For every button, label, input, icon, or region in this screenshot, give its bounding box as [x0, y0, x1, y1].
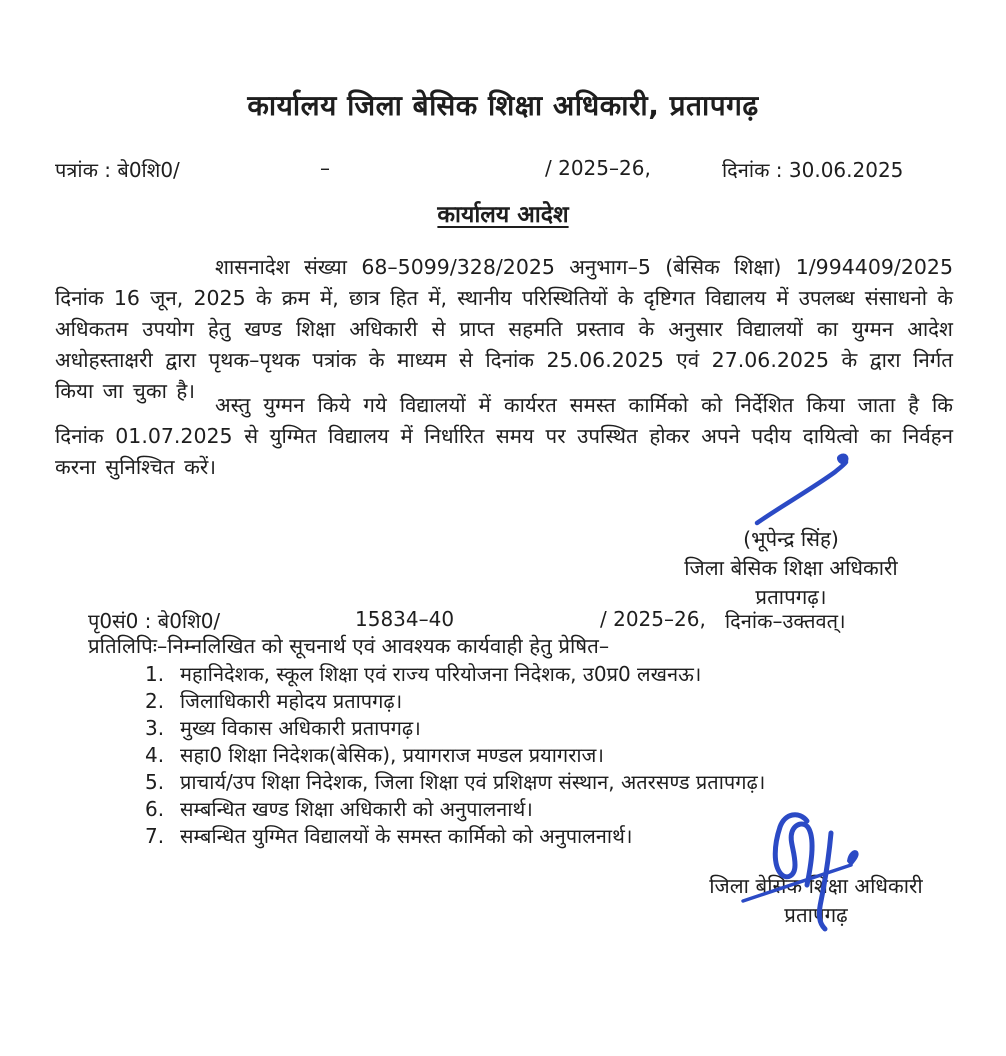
order-heading: कार्यालय आदेश	[437, 202, 569, 228]
list-item-number: 3.	[145, 716, 165, 740]
reference-number: 15834–40	[355, 607, 455, 631]
signature-stroke-top	[745, 450, 865, 535]
reference-date: दिनांक–उक्तवत्।	[725, 609, 846, 633]
list-item-text: सम्बन्धित खण्ड शिक्षा अधिकारी को अनुपालनार्थ।	[180, 797, 533, 821]
list-item-number: 5.	[145, 770, 165, 794]
letter-number-label: पत्रांक : बे0शि0/	[55, 158, 180, 182]
list-item-number: 6.	[145, 797, 165, 821]
signatory-designation: जिला बेसिक शिक्षा अधिकारी	[709, 874, 923, 898]
list-item-text: प्राचार्य/उप शिक्षा निदेशक, जिला शिक्षा एवं प्रशिक्षण संस्थान, अतरसण्ड प्रतापगढ़।	[180, 770, 766, 794]
letter-date: दिनांक : 30.06.2025	[722, 158, 904, 182]
list-item-text: महानिदेशक, स्कूल शिक्षा एवं राज्य परियोजना निदेशक, उ0प्र0 लखनऊ।	[180, 662, 702, 686]
signatory-designation: जिला बेसिक शिक्षा अधिकारी	[684, 556, 898, 580]
signature-stroke-bottom	[735, 803, 880, 938]
signatory-name: (भूपेन्द्र सिंह)	[743, 527, 839, 551]
list-item-text: सम्बन्धित युग्मित विद्यालयों के समस्त कार्मिको को अनुपालनार्थ।	[180, 824, 633, 848]
copies-heading: प्रतिलिपिः–निम्नलिखित को सूचनार्थ एवं आवश्यक कार्यवाही हेतु प्रेषित–	[88, 634, 610, 658]
signatory-place: प्रतापगढ़।	[755, 585, 827, 609]
reference-number-line	[0, 607, 1006, 633]
reference-year: / 2025–26,	[600, 607, 706, 631]
list-item	[145, 688, 965, 715]
letter-number-blank-dash: –	[320, 156, 330, 180]
list-item-text: सहा0 शिक्षा निदेशक(बेसिक), प्रयागराज मण्डल प्रयागराज।	[180, 743, 604, 767]
list-item-number: 7.	[145, 824, 165, 848]
letter-number-line	[0, 156, 1006, 182]
order-paragraph-2: अस्तु युग्मन किये गये विद्यालयों में कार्यरत समस्त कार्मिको को निर्देशित किया जाता है कि दिनांक 01.07.2025 से युग्मित विद्यालय में निर्धारित समय पर उपस्थित होकर अपने पदीय दायित्वो का निर्वहन करना सुनिश्चित करें।	[55, 393, 953, 479]
order-paragraph-1: शासनादेश संख्या 68–5099/328/2025 अनुभाग–5 (बेसिक शिक्षा) 1/994409/2025 दिनांक 16 जून, 2025 के क्रम में, छात्र हित में, स्थानीय परिस्थितियों के दृष्टिगत विद्यालय में उपलब्ध संसाधनो के अधिकतम उपयोग हेतु खण्ड शिक्षा अधिकारी से प्राप्त सहमति प्रस्ताव के अनुसार विद्यालयों का युग्मन आदेश अधोहस्ताक्षरी द्वारा पृथक–पृथक पत्रांक के माध्यम से दिनांक 25.06.2025 एवं 27.06.2025 के द्वारा निर्गत किया जा चुका है।	[55, 255, 953, 403]
list-item-number: 4.	[145, 743, 165, 767]
list-item	[145, 769, 965, 796]
reference-label: पृ0सं0 : बे0शि0/	[88, 609, 221, 633]
list-item	[145, 661, 965, 688]
list-item-number: 2.	[145, 689, 165, 713]
list-item	[145, 715, 965, 742]
list-item	[145, 742, 965, 769]
signatory-place: प्रतापगढ़	[784, 903, 848, 927]
list-item-text: मुख्य विकास अधिकारी प्रतापगढ़।	[180, 716, 421, 740]
letter-number-year: / 2025–26,	[545, 156, 651, 180]
list-item-number: 1.	[145, 662, 165, 686]
list-item-text: जिलाधिकारी महोदय प्रतापगढ़।	[180, 689, 403, 713]
office-title: कार्यालय जिला बेसिक शिक्षा अधिकारी, प्रतापगढ़	[247, 89, 759, 122]
signature-block-top	[635, 525, 947, 612]
